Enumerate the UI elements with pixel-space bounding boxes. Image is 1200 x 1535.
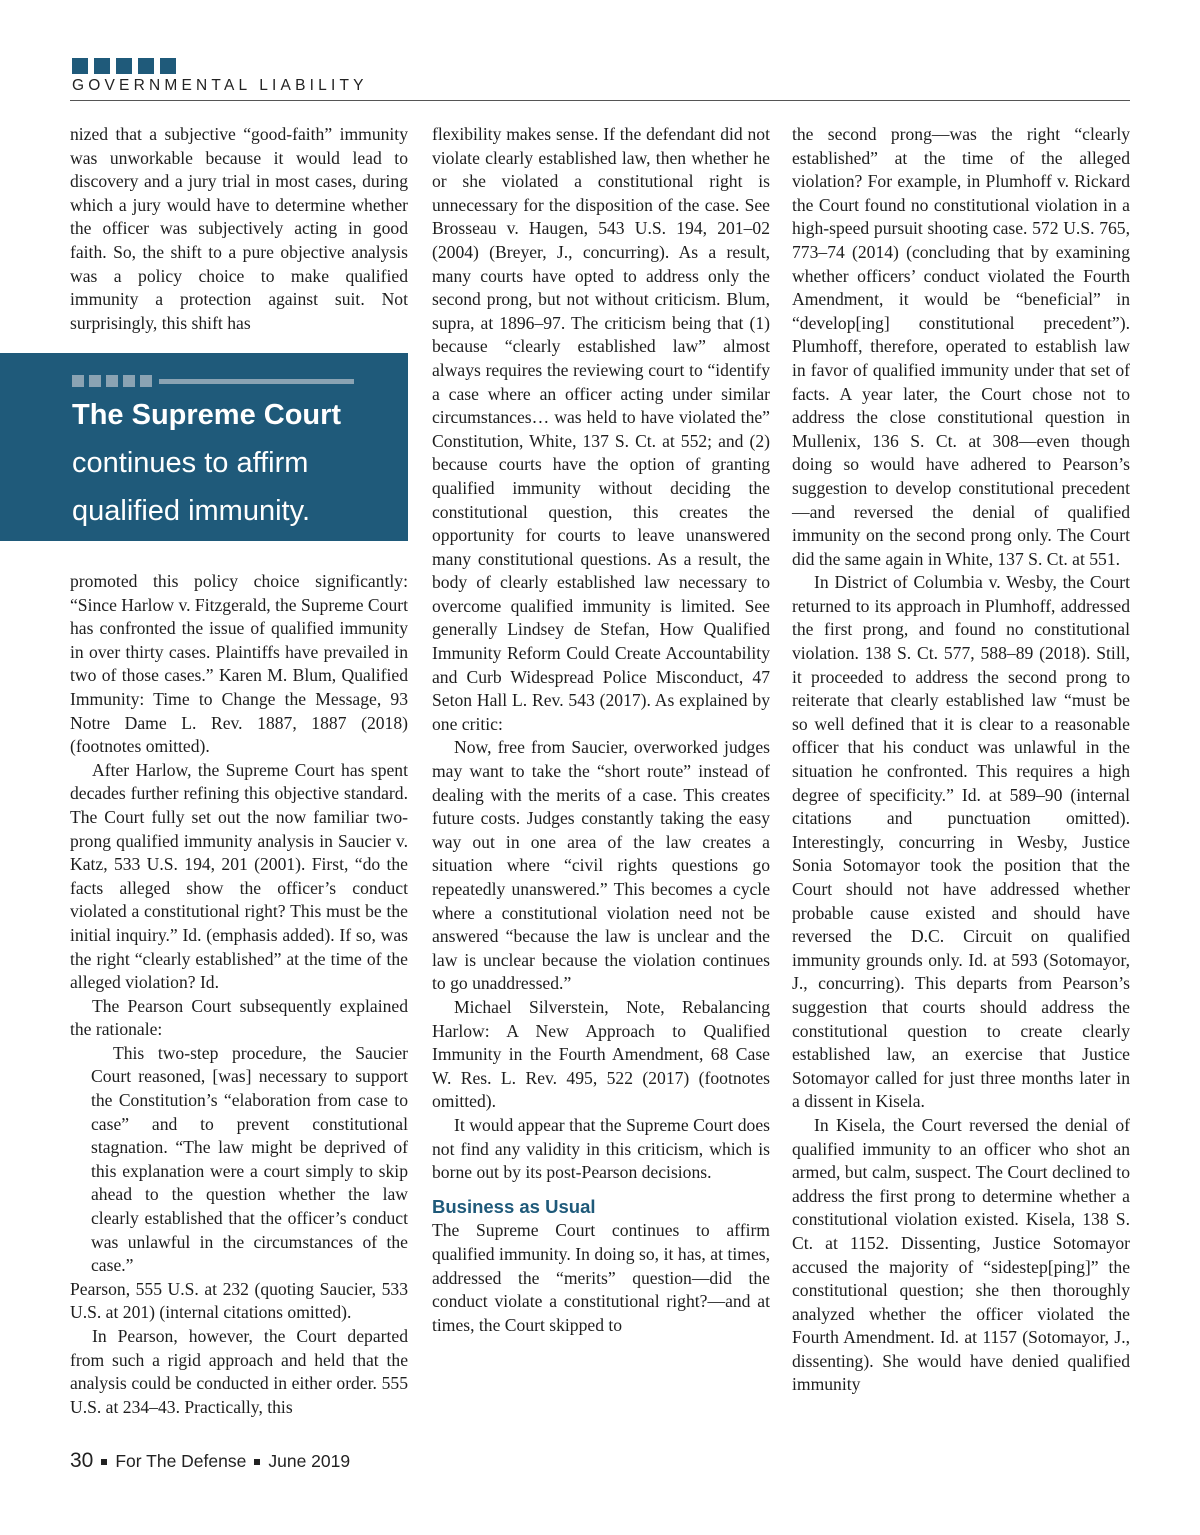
paragraph: Pearson, 555 U.S. at 232 (quoting Saucier, 533 U.S. at 201) (internal citations omitted). <box>70 1278 408 1323</box>
column-2 <box>432 123 770 1337</box>
paragraph: the second prong—was the right “clearly established” at the time of the alleged violation? For example, in Plumhoff v. Rickard the Court found no constitutional violation in a high-speed pursuit shooting case. 572 U.S. 765, 773–74 (2014) (concluding that by examining whether officers’ conduct violated the Fourth Amendment, it would be “beneficial” in “develop[ing] constitutional precedent”). Plumhoff, therefore, operated to establish law in favor of qualified immunity under that set of facts. A year later, the Court chose not to address the close constitutional question in Mullenix, 136 S. Ct. at 308—even though doing so would have adhered to Pearson’s suggestion to develop constitutional precedent—and reversed the denial of qualified immunity on the second prong only. The Court did the same again in White, 137 S. Ct. at 551. <box>792 124 1130 569</box>
pull-quote-bold: The Supreme Court <box>72 399 342 431</box>
paragraph: In Pearson, however, the Court departed from such a rigid approach and held that the analysis could be conducted in either order. 555 U.S. at 234–43. Practically, this <box>70 1326 408 1417</box>
paragraph: In Kisela, the Court reversed the denial of qualified immunity to an officer who shot an armed, but calm, suspect. The Court declined to address the first prong to determine whether a constitutional violation existed. Kisela, 138 S. Ct. at 1152. Dissenting, Justice Sotomayor accused the majority of “sidestep[ping]” the constitutional question; she then thoroughly analyzed whether the officer violated the Fourth Amendment. Id. at 1157 (Sotomayor, J., dissenting). She would have denied qualified immunity <box>792 1114 1130 1395</box>
block-quote: This two-step procedure, the Saucier Court reasoned, [was] necessary to support the Constitution’s “elaboration from case to case” and to prevent constitutional stagnation. “The law might be deprived of this explanation were a court simply to skip ahead to the question whether the law clearly established that the officer’s conduct was unlawful in the circumstances of the case.” <box>91 1042 408 1276</box>
pull-quote <box>0 353 408 541</box>
paragraph: flexibility makes sense. If the defendant did not violate clearly established law, then whether he or she violated a constitutional right is unnecessary for the disposition of the case. See Brosseau v. Haugen, 543 U.S. 194, 201–02 (2004) (Breyer, J., concurring). As a result, many courts have opted to address only the second prong, but not without criticism. Blum, supra, at 1896–97. The criticism being that (1) because “clearly established law” almost always requires the reviewing court to “identify a case where an officer acting under similar circumstances… was held to have violated the” Constitution, White, 137 S. Ct. at 552; and (2) because courts have the option of granting qualified immunity without deciding the constitutional question, this creates the opportunity for courts to leave unanswered many constitutional questions. As a result, the body of clearly established law necessary to overcome qualified immunity is limited. See generally Lindsey de Stefan, How Qualified Immunity Reform Could Create Accountability and Curb Widespread Police Misconduct, 47 Seton Hall L. Rev. 543 (2017). As explained by one critic: <box>432 124 770 734</box>
header-square <box>116 58 132 74</box>
header-square <box>138 58 154 74</box>
pull-quote-square <box>123 375 135 387</box>
pull-quote-text <box>72 391 392 535</box>
pull-quote-square <box>106 375 118 387</box>
pull-quote-square <box>72 375 84 387</box>
column-1-bottom <box>70 570 408 1419</box>
header-rule <box>70 100 1130 101</box>
paragraph: The Pearson Court subsequently explained the rationale: <box>70 995 408 1040</box>
header-square <box>94 58 110 74</box>
column-3 <box>792 123 1130 1397</box>
paragraph: nized that a subjective “good-faith” immunity was unworkable because it would lead to discovery and a jury trial in most cases, during which a jury would have to determine whether the officer was subjectively acting in good faith. So, the shift to a pure objective analysis was a policy choice to make qualified immunity a protection against suit. Not surprisingly, this shift has <box>70 124 408 333</box>
pull-quote-line-2: qualified immunity. <box>72 495 311 527</box>
paragraph: The Supreme Court continues to affirm qualified immunity. In doing so, it has, at times, addressed the “merits” question—did the conduct violate a constitutional right?—and at times, the Court skipped to <box>432 1220 770 1335</box>
header-squares <box>72 58 176 74</box>
pull-quote-square <box>89 375 101 387</box>
footer-bullet <box>254 1459 260 1465</box>
pull-quote-square <box>140 375 152 387</box>
pull-quote-line-1: continues to affirm <box>72 447 309 479</box>
footer-bullet <box>101 1459 107 1465</box>
header-square <box>72 58 88 74</box>
paragraph: It would appear that the Supreme Court does not find any validity in this criticism, which is borne out by its post-Pearson decisions. <box>432 1114 770 1183</box>
paragraph: promoted this policy choice significantly: “Since Harlow v. Fitzgerald, the Supreme Court has confronted the issue of qualified immunity in over thirty cases. Plaintiffs have prevailed in two of those cases.” Karen M. Blum, Qualified Immunity: Time to Change the Message, 93 Notre Dame L. Rev. 1887, 1887 (2018) (footnotes omitted). <box>70 571 408 757</box>
pull-quote-line <box>159 379 354 384</box>
header-square <box>160 58 176 74</box>
page-footer <box>70 1449 350 1473</box>
publication-name: For The Defense <box>115 1451 247 1471</box>
page-number: 30 <box>70 1449 94 1472</box>
section-label: GOVERNMENTAL LIABILITY <box>72 77 368 94</box>
pull-quote-marks <box>72 375 354 387</box>
paragraph: In District of Columbia v. Wesby, the Court returned to its approach in Plumhoff, addressed the first prong, and found no constitutional violation. 138 S. Ct. 577, 588–89 (2018). Still, it proceeded to address the second prong to reiterate that clearly established law “must be so well defined that it is clear to a reasonable officer that his conduct was unlawful in the situation he confronted. This requires a high degree of specificity.” Id. at 589–90 (internal citations and punctuation omitted). Interestingly, concurring in Wesby, Justice Sonia Sotomayor took the position that the Court should not have addressed whether probable cause existed and should have reversed the D.C. Circuit on qualified immunity grounds only. Id. at 593 (Sotomayor, J., concurring). This departs from Pearson’s suggestion that courts should address the constitutional question to create clearly established law, an exercise that Justice Sotomayor called for just three months later in a dissent in Kisela. <box>792 572 1130 1112</box>
issue-date: June 2019 <box>268 1451 351 1471</box>
paragraph: Michael Silverstein, Note, Rebalancing Harlow: A New Approach to Qualified Immunity in the Fourth Amendment, 68 Case W. Res. L. Rev. 495, 522 (2017) (footnotes omitted). <box>432 996 770 1112</box>
column-1-top <box>70 123 408 335</box>
block-quote: Now, free from Saucier, overworked judges may want to take the “short route” instead of dealing with the merits of a case. This creates future costs. Judges constantly taking the easy way out in one area of the law creates a situation where “civil rights questions go repeatedly unanswered.” This becomes a cycle where a constitutional violation need not be answered “because the law is unclear and the law is unclear because the violation continues to go unaddressed.” <box>432 737 770 994</box>
paragraph: After Harlow, the Supreme Court has spent decades further refining this objective standard. The Court fully set out the now familiar two-prong qualified immunity analysis in Saucier v. Katz, 533 U.S. 194, 201 (2001). First, “do the facts alleged show the officer’s conduct violated a constitutional right? This must be the initial inquiry.” Id. (emphasis added). If so, was the right “clearly established” at the time of the alleged violation? Id. <box>70 759 408 993</box>
subheading: Business as Usual <box>432 1195 596 1217</box>
